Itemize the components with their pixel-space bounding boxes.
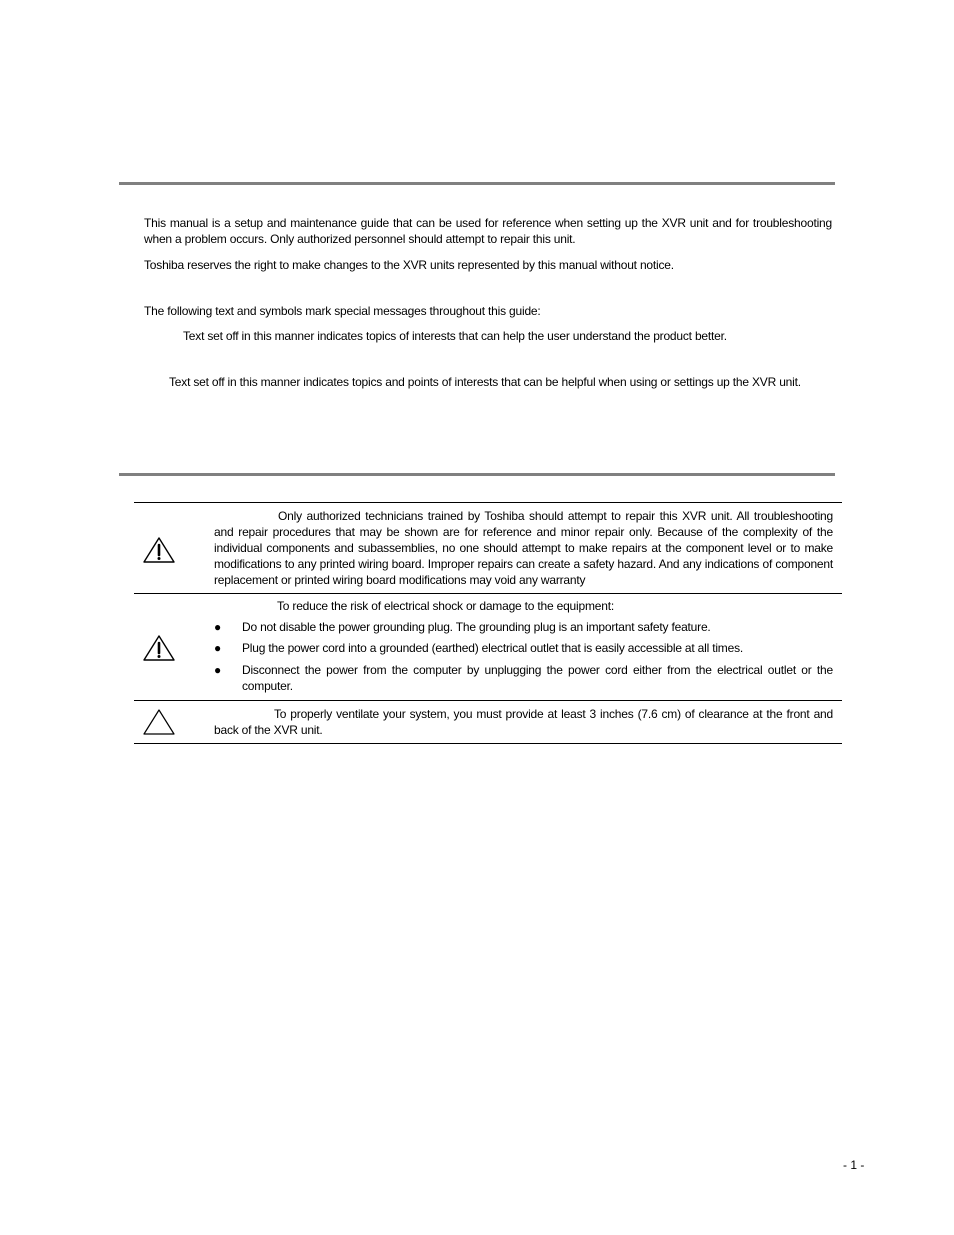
warnings-table	[134, 502, 842, 744]
section-divider-bottom	[119, 473, 835, 476]
intro-paragraph-2: Toshiba reserves the right to make changes to the XVR units represented by this manual without notice.	[144, 258, 674, 272]
caution-triangle-icon	[142, 708, 176, 736]
warning-triangle-icon	[142, 536, 176, 564]
bullet-icon: ●	[214, 641, 222, 655]
caution-row-ventilation	[134, 701, 842, 744]
warning-row-repair	[134, 503, 842, 594]
bullet-icon: ●	[214, 620, 222, 634]
caution-ventilation-text: To properly ventilate your system, you must provide at least 3 inches (7.6 cm) of clearance at the front and back of the XVR unit.	[214, 707, 833, 737]
warning-repair-text: Only authorized technicians trained by Toshiba should attempt to repair this XVR unit. All troubleshooting and repair procedures that may be shown are for reference and minor repair only. Because of the complexity of the individual components and subassemblies, no one should attempt to make repairs at the component level or to make modifications to any printed wiring board. Improper repairs can create a safety hazard. And any indications of component replacement or printed wiring board modifications may void any warranty	[214, 509, 833, 587]
list-item: ● Do not disable the power grounding plug. The grounding plug is an important safety feature.	[214, 620, 711, 634]
warning-electrical-lead: To reduce the risk of electrical shock or damage to the equipment:	[277, 599, 614, 613]
warning-triangle-icon	[142, 634, 176, 662]
intro-paragraph-1: This manual is a setup and maintenance guide that can be used for reference when setting up the XVR unit and for troubleshooting when a problem occurs. Only authorized personnel should attempt to repair this unit.	[144, 216, 832, 246]
list-item: ● Disconnect the power from the computer by unplugging the power cord either from the electrical outlet or the computer.	[214, 663, 833, 693]
page-number: - 1 -	[843, 1158, 865, 1172]
conventions-lead: The following text and symbols mark special messages throughout this guide:	[144, 304, 541, 318]
bullet-icon: ●	[214, 663, 222, 677]
note-example-text: Text set off in this manner indicates topics of interests that can help the user understand the product better.	[183, 329, 727, 343]
tip-example-text: Text set off in this manner indicates topics and points of interests that can be helpful when using or settings up the XVR unit.	[169, 375, 801, 389]
warning-electrical-list	[214, 619, 833, 694]
list-item: ● Plug the power cord into a grounded (earthed) electrical outlet that is easily accessible at all times.	[214, 641, 744, 655]
section-divider-top	[119, 182, 835, 185]
warning-row-electrical	[134, 594, 842, 701]
